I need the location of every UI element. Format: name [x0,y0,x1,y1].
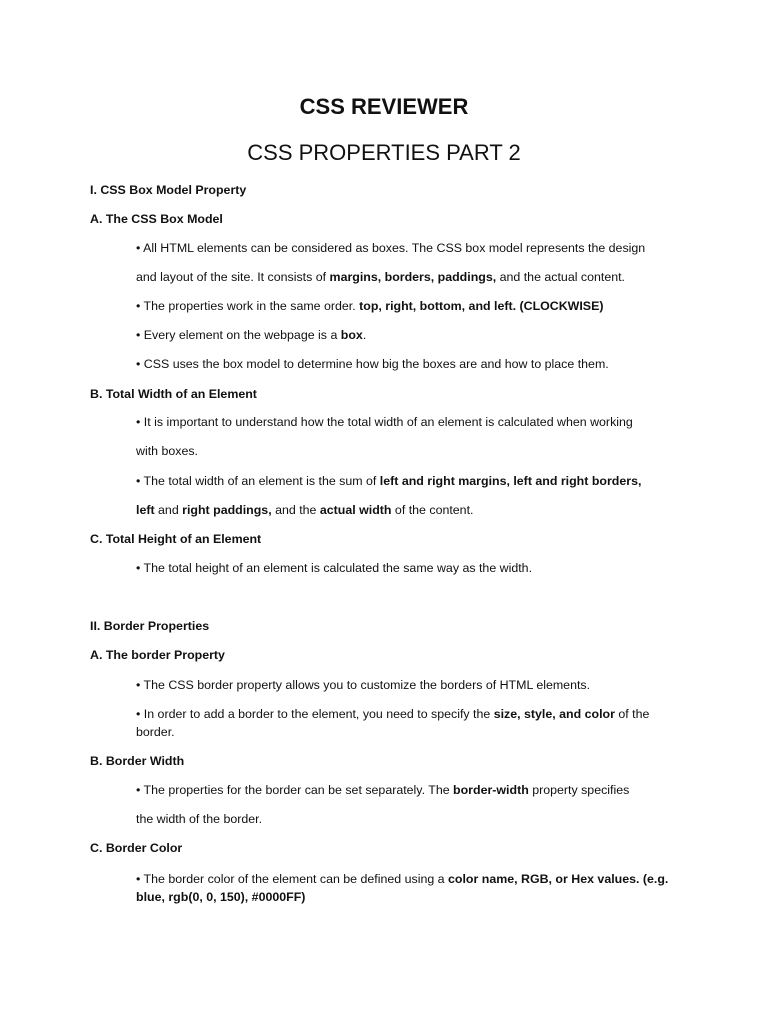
subsection-heading: C. Border Color [90,841,183,855]
document-title: CSS REVIEWER [299,94,469,119]
bullet-line: blue, rgb(0, 0, 150), #0000FF) [136,890,306,904]
bullet-line: • All HTML elements can be considered as boxes. The CSS box model represents the design [136,241,646,255]
bullet-line: • The total height of an element is calculated the same way as the width. [136,561,533,575]
subsection-heading: A. The border Property [90,648,225,662]
subsection-heading: B. Border Width [90,754,185,768]
bullet-line: the width of the border. [136,812,263,826]
document-subtitle: CSS PROPERTIES PART 2 [247,140,521,165]
bullet-line: with boxes. [136,444,198,458]
bullet-line: • Every element on the webpage is a box. [136,328,367,342]
bullet-line: • The CSS border property allows you to customize the borders of HTML elements. [136,678,591,692]
bullet-line: • The border color of the element can be defined using a color name, RGB, or Hex values. (e.g. [136,872,669,886]
subsection-heading: B. Total Width of an Element [90,387,257,401]
bullet-line: • CSS uses the box model to determine how big the boxes are and how to place them. [136,357,609,371]
bullet-line: • The properties work in the same order. top, right, bottom, and left. (CLOCKWISE) [136,299,604,313]
section-heading: I. CSS Box Model Property [90,183,247,197]
bullet-line: border. [136,725,175,739]
subsection-heading: A. The CSS Box Model [90,212,223,226]
bullet-line: • The total width of an element is the sum of left and right margins, left and right borders, [136,474,642,488]
bullet-line: and layout of the site. It consists of margins, borders, paddings, and the actual content. [136,270,625,284]
section-heading: II. Border Properties [90,619,210,633]
bullet-line: left and right paddings, and the actual width of the content. [136,503,474,517]
bullet-line: • The properties for the border can be set separately. The border-width property specifies [136,783,630,797]
bullet-line: • It is important to understand how the total width of an element is calculated when working [136,415,633,429]
bullet-line: • In order to add a border to the element, you need to specify the size, style, and color of the [136,707,650,721]
subsection-heading: C. Total Height of an Element [90,532,262,546]
